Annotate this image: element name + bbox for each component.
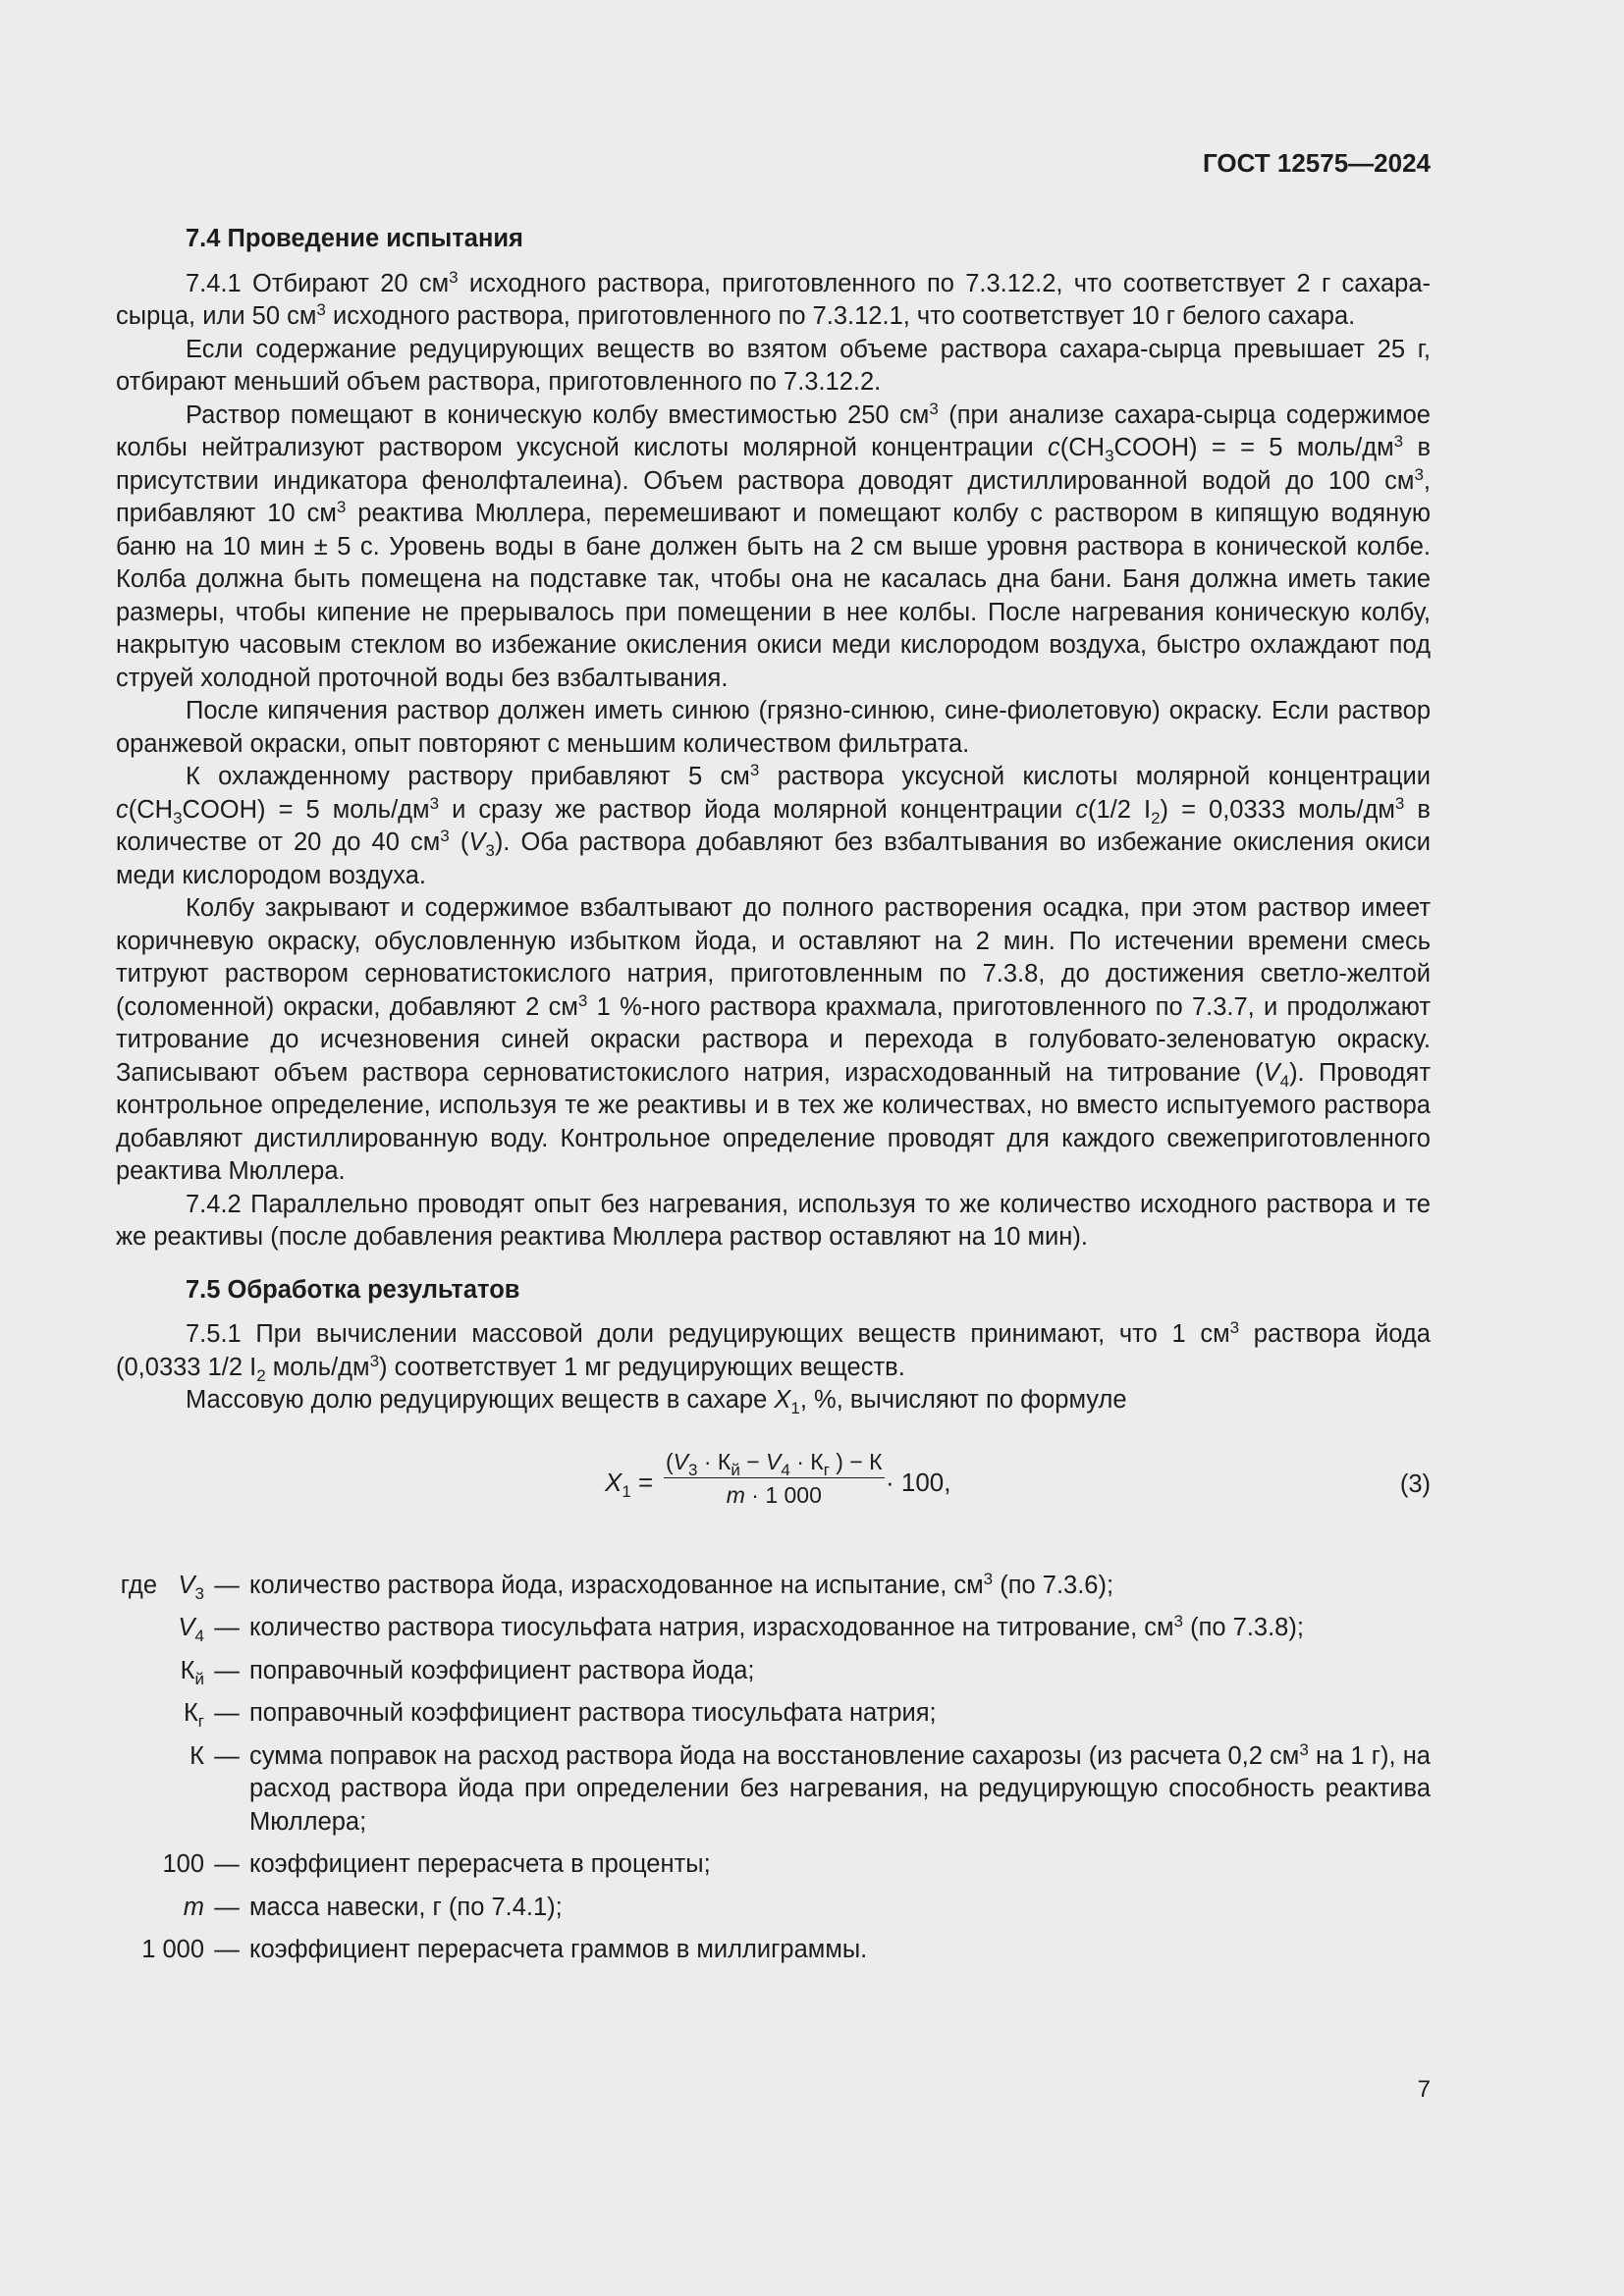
- formula-numerator: ($V_3 \cdot К_й - V_4 \cdot К_г$ ) − К: [666, 1448, 883, 1479]
- section-heading-7-5: 7.5 Обработка результатов: [186, 1275, 520, 1304]
- formula-3: [116, 1447, 1431, 1521]
- paragraph-after-boiling: После кипячения раствор должен иметь синюю (грязно-синюю, сине-фиолетовую) окраску. Если раствор оранжевой окраски, опыт повторяют с меньшим количеством фильтрата.: [116, 697, 1431, 758]
- paragraph-7-5-1: 7.5.1 При вычислении массовой доли редуцирующих веществ принимают, что 1 $см^3$ раствора йода (0,0333 1/2 $I_2$ моль/$дм^3$) соответствует 1 мг редуцирующих веществ.: [116, 1318, 1431, 1385]
- document-code: ГОСТ 12575—2024: [1203, 148, 1431, 178]
- definition-k-iodine: $К_й$ — поправочный коэффициент раствора йода;: [180, 1656, 755, 1688]
- document-body: [116, 223, 1431, 1977]
- paragraph-formula-intro: Массовую долю редуцирующих веществ в сахаре $X_1$, %, вычисляют по формуле: [186, 1386, 1127, 1417]
- formula-denominator: m · 1 000: [726, 1481, 822, 1508]
- formula-fraction: [664, 1447, 885, 1510]
- definition-100: 100 — коэффициент перерасчета в проценты;: [162, 1850, 711, 1878]
- formula-multiplier: · 100,: [886, 1467, 951, 1497]
- definition-k-thiosulfate: $К_г$ — поправочный коэффициент раствора тиосульфата натрия;: [183, 1699, 937, 1731]
- definition-v4: $V_4$ — количество раствора тиосульфата натрия, израсходованное на титрование, $см^3$ (по 7.3.8);: [178, 1612, 1304, 1645]
- paragraph-flask-procedure: Раствор помещают в коническую колбу вместимостью 250 $см^3$ (при анализе сахара-сырца содержимое колбы нейтрализуют раствором уксусной кислоты молярной концентрации $c(CH_3COOH)$ = = 5 моль/$дм^3$ в присутствии индикатора фенолфталеина). Объем раствора доводят дистиллированной водой до 100 $см^3$, прибавляют 10 $см^3$ реактива Мюллера, перемешивают и помещают колбу с раствором в кипящую водяную баню на 10 мин ± 5 с. Уровень воды в бане должен быть на 2 см выше уровня раствора в конической колбе. Колба должна быть помещена на подставке так, чтобы она не касалась дна бани. Баня должна иметь такие размеры, чтобы кипение не прерывалось при помещении в нее колбы. После нагревания коническую колбу, накрытую часовым стеклом во избежание окисления окиси меди кислородом воздуха, быстро охлаждают под струей холодной проточной воды без взбалтывания.: [116, 399, 1431, 692]
- paragraph-titration: Колбу закрывают и содержимое взбалтывают до полного растворения осадка, при этом раствор имеет коричневую окраску, обусловленную избытком йода, и оставляют на 2 мин. По истечении времени смесь титруют раствором серноватистокислого натрия, приготовленным по 7.3.8, до достижения светло-желтой (соломенной) окраски, добавляют 2 $см^3$ 1 %-ного раствора крахмала, приготовленного по 7.3.7, и продолжают титрование до исчезновения синей окраски раствора и перехода в голубовато-зеленоватую окраску. Записывают объем раствора серноватистокислого натрия, израсходованный на титрование $(V_4)$. Проводят контрольное определение, используя те же реактивы и в тех же количествах, но вместо испытуемого раствора добавляют дистиллированную воду. Контрольное определение проводят для каждого свежеприготовленного реактива Мюллера.: [116, 894, 1432, 1185]
- page-number: 7: [1417, 2076, 1431, 2103]
- paragraph-reducing-limit: Если содержание редуцирующих веществ во взятом объеме раствора сахара-сырца превышает 25 г, отбирают меньший объем раствора, приготовленного по 7.3.12.2.: [116, 335, 1431, 396]
- definition-m: m — масса навески, г (по 7.4.1);: [183, 1893, 563, 1921]
- paragraph-acid-addition: К охлажденному раствору прибавляют 5 $см^3$ раствора уксусной кислоты молярной концентрации $c(CH_3COOH) = 5$ моль/$дм^3$ и сразу же раствор йода молярной концентрации c(1/2 $I_2) = 0,0333$ моль/$дм^3$ в количестве от 20 до 40 $см^3$ $(V_3)$. Оба раствора добавляют без взбалтывания во избежание окисления окиси меди кислородом воздуха.: [116, 761, 1431, 889]
- formula-lhs: $X_1$ =: [605, 1467, 654, 1501]
- definition-k-sum: К — сумма поправок на расход раствора йода на восстановление сахарозы (из расчета 0,2 $см^3$ на 1 г), на расход раствора йода при определении без нагревания, на редуцирующую способность реактива Мюллера;: [189, 1739, 1431, 1836]
- definition-1000: 1 000 — коэффициент перерасчета граммов в миллиграммы.: [141, 1936, 868, 1963]
- variable-definitions: [116, 1570, 1431, 1967]
- paragraph-7-4-2: 7.4.2 Параллельно проводят опыт без нагревания, используя то же количество исходного раствора и те же реактивы (после добавления реактива Мюллера раствор оставляют на 10 мин).: [116, 1190, 1431, 1251]
- section-heading-7-4: 7.4 Проведение испытания: [186, 225, 523, 252]
- formula-number: (3): [1399, 1469, 1431, 1498]
- definition-v3: где $V_3$ — количество раствора йода, израсходованное на испытание, $см^3$ (по 7.3.6);: [120, 1569, 1114, 1603]
- paragraph-7-4-1: 7.4.1 Отбирают 20 $см^3$ исходного раствора, приготовленного по 7.3.12.2, что соответствует 2 г сахара-сырца, или 50 $см^3$ исходного раствора, приготовленного по 7.3.12.1, что соответствует 10 г белого сахара.: [116, 267, 1431, 330]
